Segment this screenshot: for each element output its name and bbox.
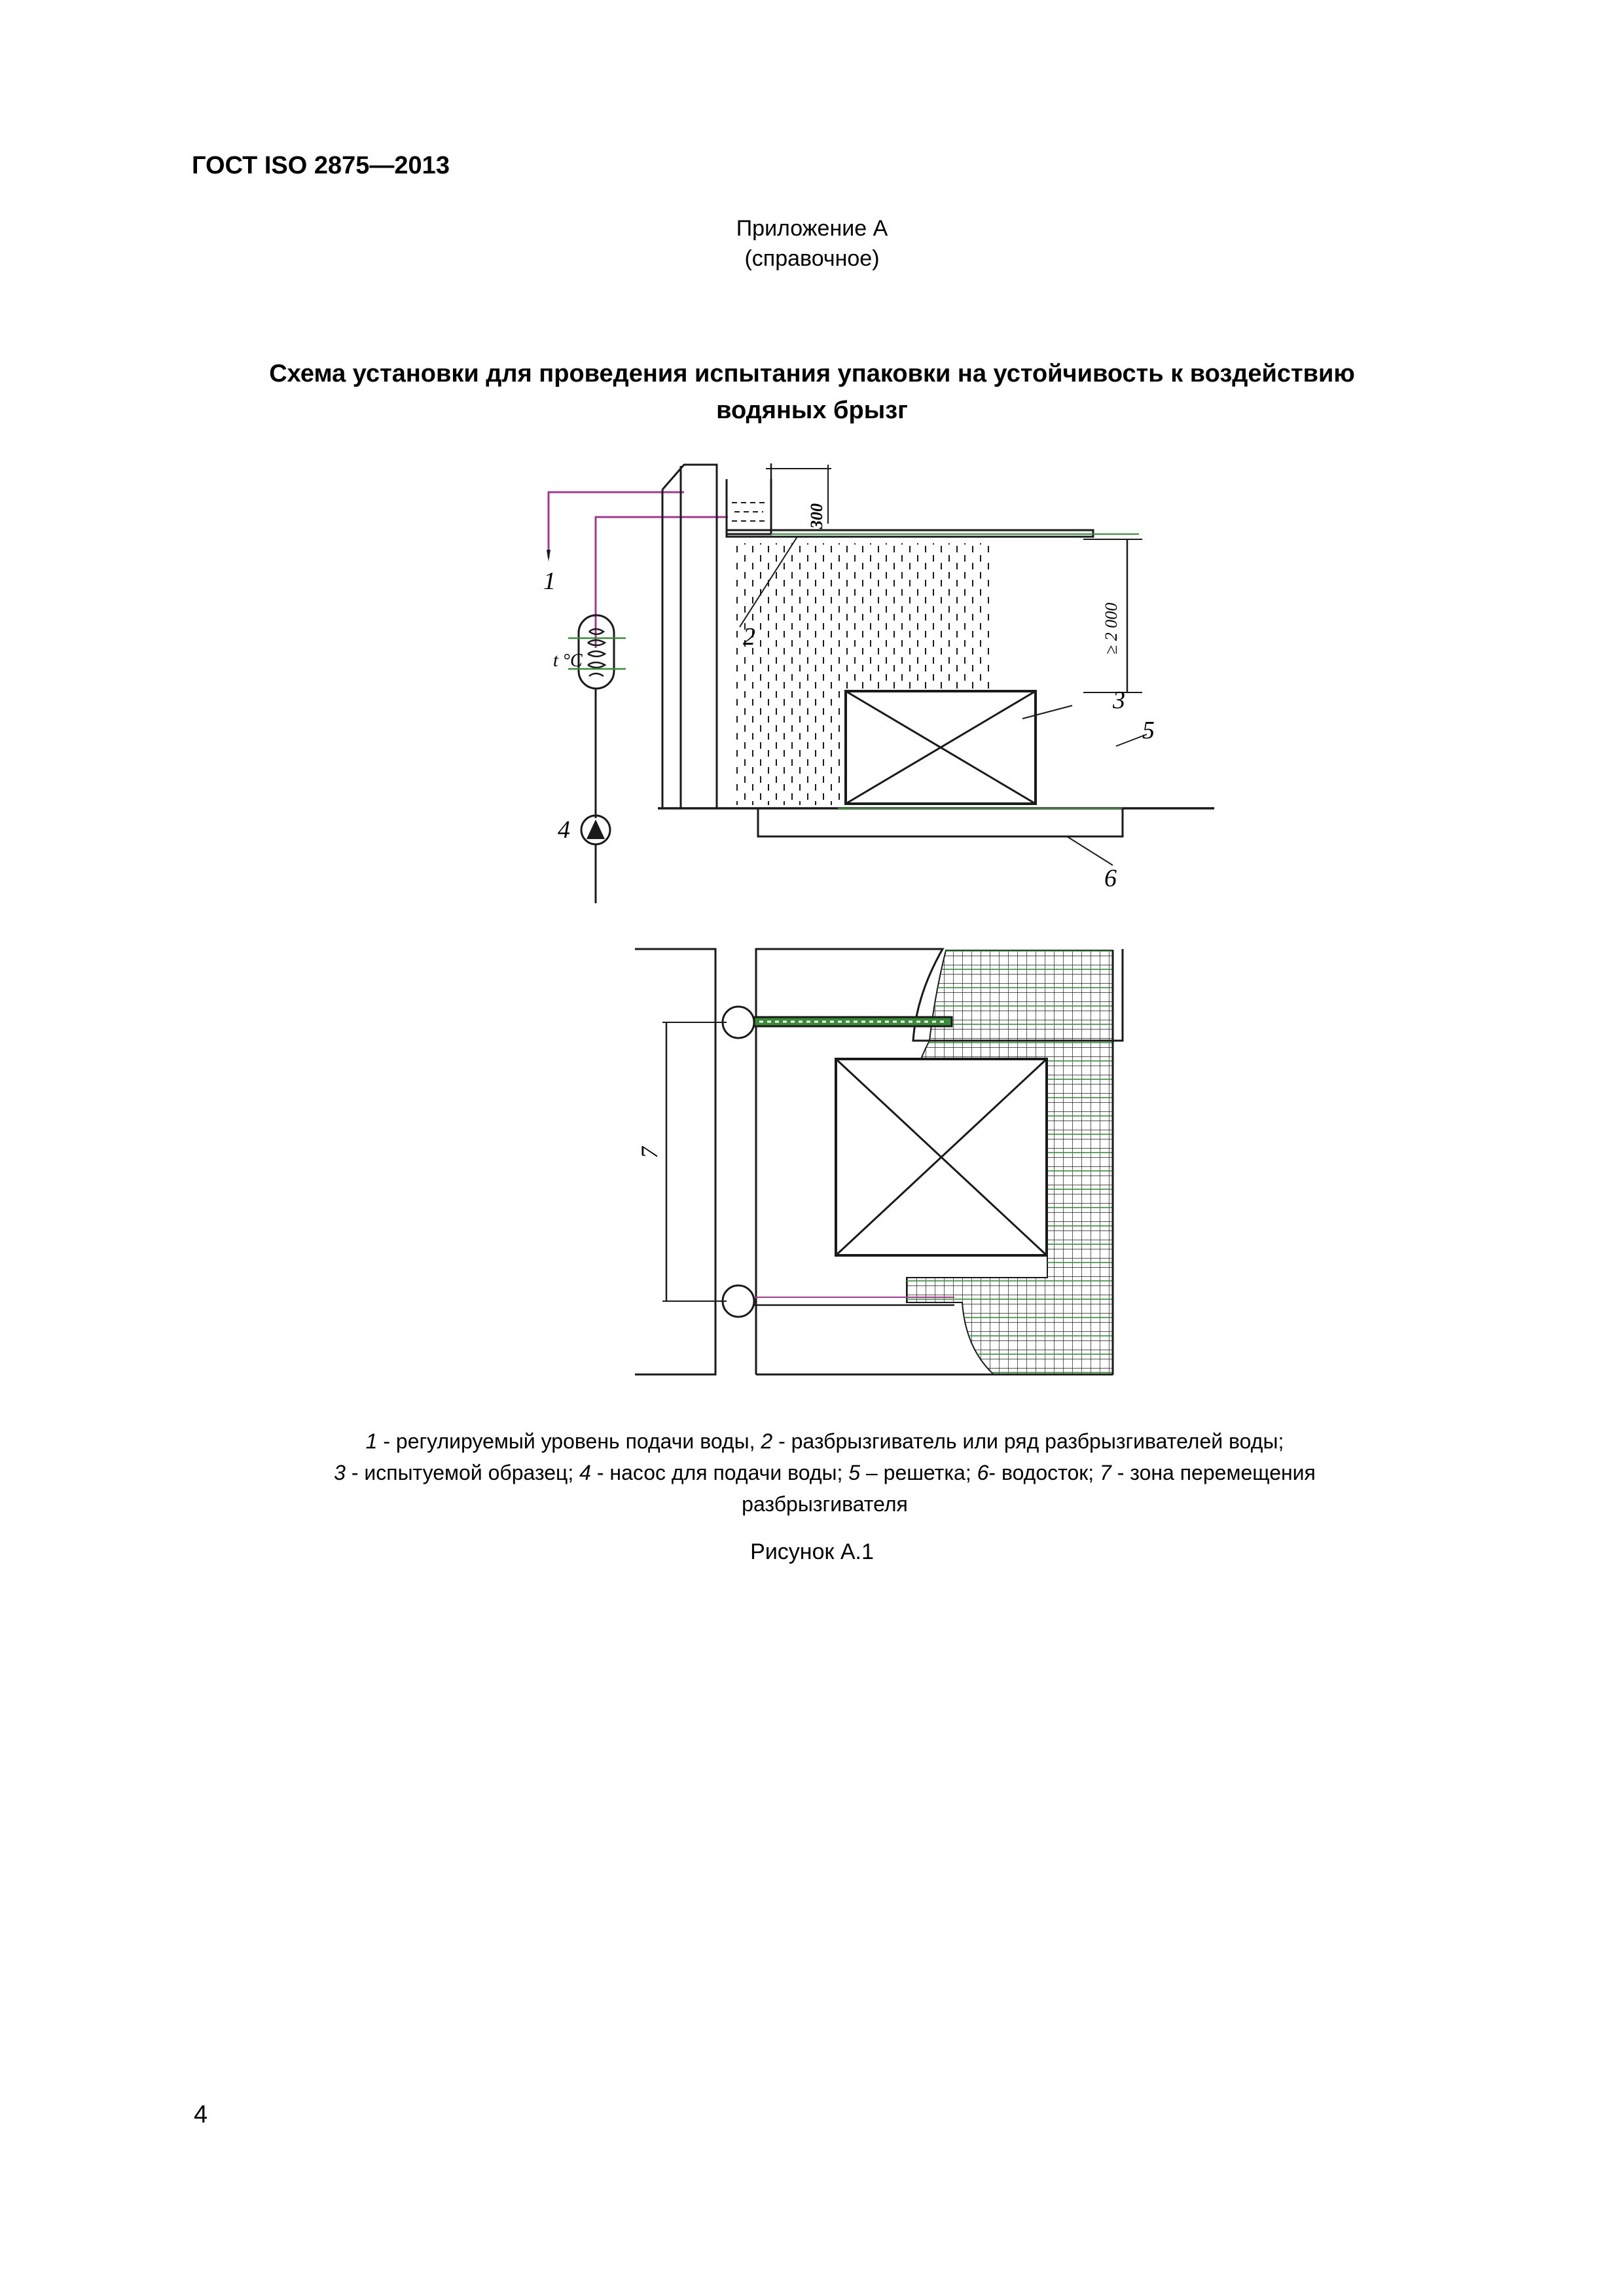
- label-6: 6: [1104, 865, 1117, 892]
- temperature-label: t °C: [553, 651, 583, 671]
- label-4: 4: [558, 816, 570, 844]
- caption-line2: 3 - испытуемой образец; 4 - насос для подачи воды; 5 – решетка; 6- водосток; 7 - зона перемещения: [334, 1461, 1316, 1484]
- label-3: 3: [1113, 687, 1125, 714]
- dim-300-label: 300: [807, 503, 826, 529]
- label-5: 5: [1142, 717, 1155, 744]
- caption-line1: 1 - регулируемый уровень подачи воды, 2 - разбрызгиватель или ряд разбрызгивателей воды;: [365, 1429, 1284, 1453]
- dim-2000-label: ≥ 2 000: [1102, 602, 1121, 655]
- side-view: [543, 463, 1214, 903]
- installation-scheme: [458, 452, 1231, 1407]
- label-7: 7: [636, 1147, 662, 1158]
- document-code: ГОСТ ISO 2875—2013: [192, 152, 450, 179]
- sprinkler-bottom-icon: [723, 1285, 754, 1317]
- plan-view: [635, 949, 1123, 1374]
- label-2: 2: [743, 623, 755, 651]
- figure-number: Рисунок А.1: [750, 1539, 874, 1564]
- label-1: 1: [543, 567, 556, 595]
- annex-status: (справочное): [744, 246, 880, 271]
- annex-title: Приложение А: [736, 216, 888, 241]
- page-number: 4: [194, 2101, 208, 2128]
- figure-caption: [216, 1426, 1434, 1520]
- figure-title-line1: Схема установки для проведения испытания упаковки на устойчивость к воздействию: [269, 360, 1355, 387]
- caption-line3: разбрызгивателя: [742, 1492, 908, 1516]
- drain: [758, 808, 1123, 836]
- figure-title: [183, 355, 1441, 429]
- header-tank: [727, 479, 771, 534]
- sprinkler-top-icon: [723, 1007, 754, 1038]
- figure-title-line2: водяных брызг: [716, 397, 908, 424]
